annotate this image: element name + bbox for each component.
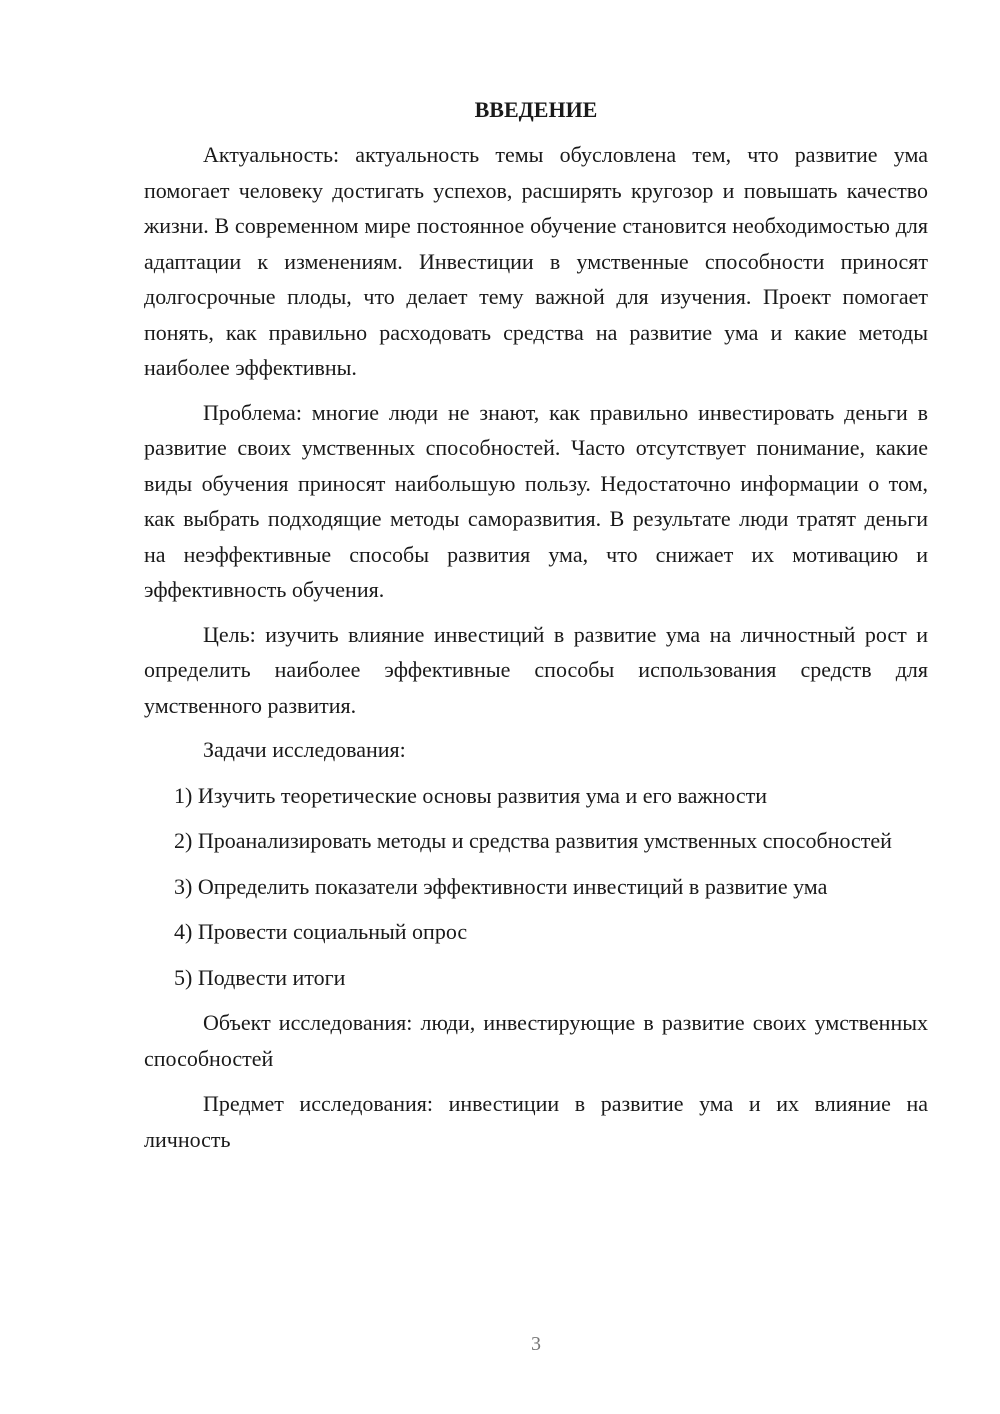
problem-paragraph: Проблема: многие люди не знают, как правильно инвестировать деньги в развитие своих умственных способностей. Часто отсутствует понимание, какие виды обучения приносят наибольшую пользу. Недостаточно информации о том, как выбрать подходящие методы саморазвития. В результате люди тратят деньги на неэффективные способы развития ума, что снижает их мотивацию и эффективность обучения. bbox=[144, 399, 928, 602]
task-item-2: 2) Проанализировать методы и средства развития умственных способностей bbox=[174, 828, 892, 853]
task-item-3: 3) Определить показатели эффективности инвестиций в развитие ума bbox=[174, 873, 828, 899]
page-number: 3 bbox=[531, 1333, 541, 1355]
task-item-1: 1) Изучить теоретические основы развития ума и его важности bbox=[174, 782, 768, 808]
tasks-heading: Задачи исследования: bbox=[203, 737, 406, 762]
relevance-paragraph: Актуальность: актуальность темы обусловлена тем, что развитие ума помогает человеку достигать успехов, расширять кругозор и повышать качество жизни. В современном мире постоянное обучение становится необходимостью для адаптации к изменениям. Инвестиции в умственные способности приносят долгосрочные плоды, что делает тему важной для изучения. Проект помогает понять, как правильно расходовать средства на развитие ума и какие методы наиболее эффективны. bbox=[144, 142, 928, 380]
goal-paragraph: Цель: изучить влияние инвестиций в развитие ума на личностный рост и определить наиболее эффективные способы использования средств для умственного развития. bbox=[144, 621, 928, 718]
document-page bbox=[144, 95, 928, 1157]
object-paragraph: Объект исследования: люди, инвестирующие в развитие своих умственных способностей bbox=[144, 1010, 928, 1071]
subject-paragraph: Предмет исследования: инвестиции в развитие ума и их влияние на личность bbox=[144, 1091, 928, 1152]
task-item-5: 5) Подвести итоги bbox=[174, 964, 346, 990]
page-title: ВВЕДЕНИЕ bbox=[474, 97, 598, 122]
task-item-4: 4) Провести социальный опрос bbox=[174, 919, 468, 944]
